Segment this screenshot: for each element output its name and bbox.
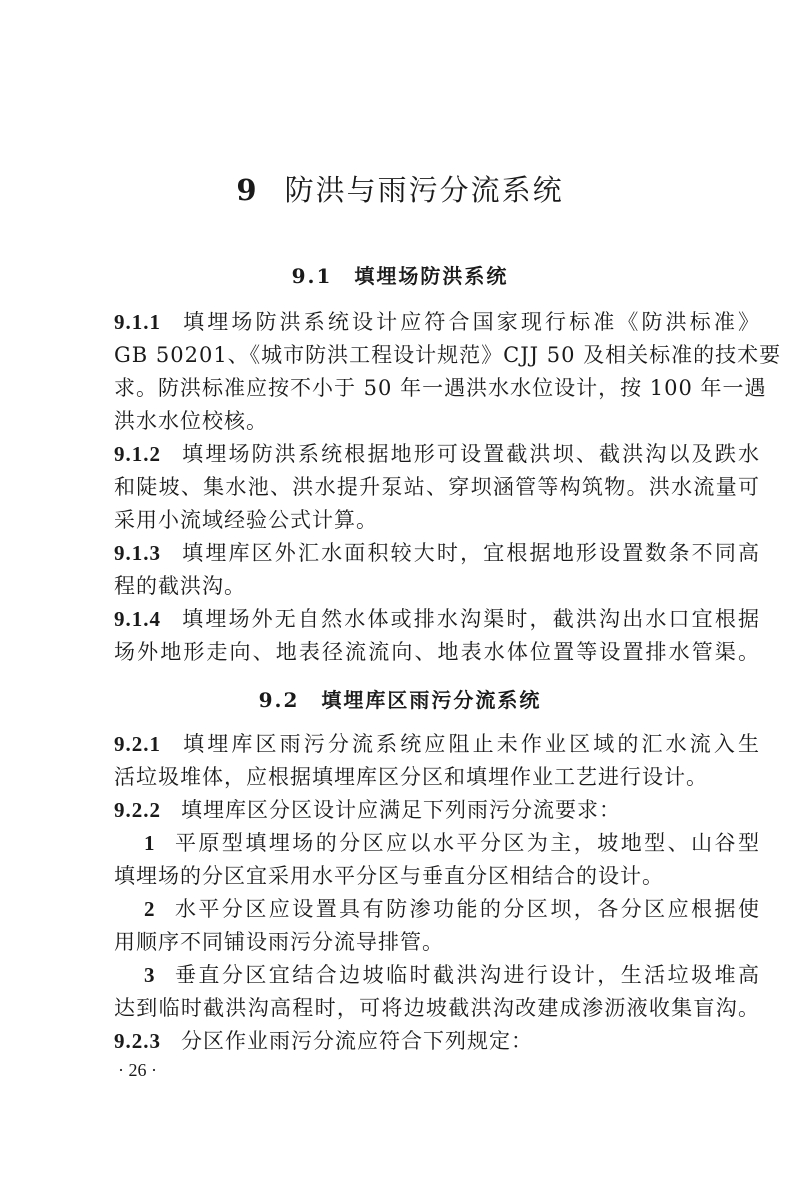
clause-number: 9.2.2 bbox=[114, 798, 161, 822]
section-title: 填埋库区雨污分流系统 bbox=[321, 688, 542, 712]
item-text: 水平分区应设置具有防渗功能的分区坝，各分区应根据使 bbox=[173, 897, 760, 921]
list-item-3 bbox=[114, 959, 760, 992]
clause-text: 采用小流域经验公式计算。 bbox=[114, 508, 378, 532]
clause-9-1-4 bbox=[114, 603, 760, 636]
item-number: 1 bbox=[144, 831, 156, 855]
clause-text: 求。防洪标准应按不小于 50 年一遇洪水水位设计，按 100 年一遇 bbox=[114, 376, 767, 400]
clause-number: 9.1.3 bbox=[114, 541, 161, 565]
item-text: 平原型填埋场的分区应以水平分区为主，坡地型、山谷型 bbox=[173, 831, 760, 855]
clause-number: 9.1.2 bbox=[114, 442, 161, 466]
clause-text: 分区作业雨污分流应符合下列规定： bbox=[181, 1029, 533, 1053]
section-9-2-body bbox=[114, 728, 760, 1058]
clause-9-1-2 bbox=[114, 438, 760, 471]
section-number: 9.1 bbox=[291, 264, 333, 288]
clause-9-2-2 bbox=[114, 794, 760, 827]
chapter-title bbox=[0, 168, 800, 209]
clause-9-2-3 bbox=[114, 1025, 760, 1058]
list-item-2 bbox=[114, 893, 760, 926]
clause-text: 填埋场防洪系统设计应符合国家现行标准《防洪标准》 bbox=[181, 310, 760, 334]
item-text: 垂直分区宜结合边坡临时截洪沟进行设计，生活垃圾堆高 bbox=[173, 963, 760, 987]
clause-9-1-1 bbox=[114, 306, 760, 339]
clause-number: 9.1.4 bbox=[114, 607, 161, 631]
list-item-1 bbox=[114, 827, 760, 860]
clause-text: 填埋场外无自然水体或排水沟渠时，截洪沟出水口宜根据 bbox=[181, 607, 760, 631]
section-heading-9-1 bbox=[0, 260, 800, 289]
page-number: · 26 · bbox=[118, 1060, 157, 1080]
item-number: 3 bbox=[144, 963, 156, 987]
clause-text: 程的截洪沟。 bbox=[114, 574, 246, 598]
item-number: 2 bbox=[144, 897, 156, 921]
chapter-title-text: 防洪与雨污分流系统 bbox=[284, 173, 564, 207]
clause-text: GB 50201、《城市防洪工程设计规范》CJJ 50 及相关标准的技术要 bbox=[114, 343, 782, 367]
clause-text: 洪水水位校核。 bbox=[114, 409, 268, 433]
clause-text: 活垃圾堆体，应根据填埋库区分区和填埋作业工艺进行设计。 bbox=[114, 765, 708, 789]
clause-text: 填埋库区分区设计应满足下列雨污分流要求： bbox=[181, 798, 621, 822]
section-heading-9-2 bbox=[0, 684, 800, 713]
clause-text: 填埋场防洪系统根据地形可设置截洪坝、截洪沟以及跌水 bbox=[181, 442, 760, 466]
item-text: 用顺序不同铺设雨污分流导排管。 bbox=[114, 930, 444, 954]
clause-number: 9.1.1 bbox=[114, 310, 161, 334]
section-number: 9.2 bbox=[258, 688, 300, 712]
clause-text: 和陡坡、集水池、洪水提升泵站、穿坝涵管等构筑物。洪水流量可 bbox=[114, 475, 760, 499]
clause-text: 场外地形走向、地表径流流向、地表水体位置等设置排水管渠。 bbox=[114, 640, 760, 664]
clause-number: 9.2.3 bbox=[114, 1029, 161, 1053]
section-9-1-body bbox=[114, 306, 782, 669]
clause-text: 填埋库区外汇水面积较大时，宜根据地形设置数条不同高 bbox=[181, 541, 760, 565]
clause-9-1-3 bbox=[114, 537, 760, 570]
clause-9-2-1 bbox=[114, 728, 760, 761]
chapter-number: 9 bbox=[236, 173, 259, 207]
clause-text: 填埋库区雨污分流系统应阻止未作业区域的汇水流入生 bbox=[181, 732, 760, 756]
clause-number: 9.2.1 bbox=[114, 732, 161, 756]
item-text: 达到临时截洪沟高程时，可将边坡截洪沟改建成渗沥液收集盲沟。 bbox=[114, 996, 760, 1020]
section-title: 填埋场防洪系统 bbox=[354, 264, 509, 288]
item-text: 填埋场的分区宜采用水平分区与垂直分区相结合的设计。 bbox=[114, 864, 664, 888]
